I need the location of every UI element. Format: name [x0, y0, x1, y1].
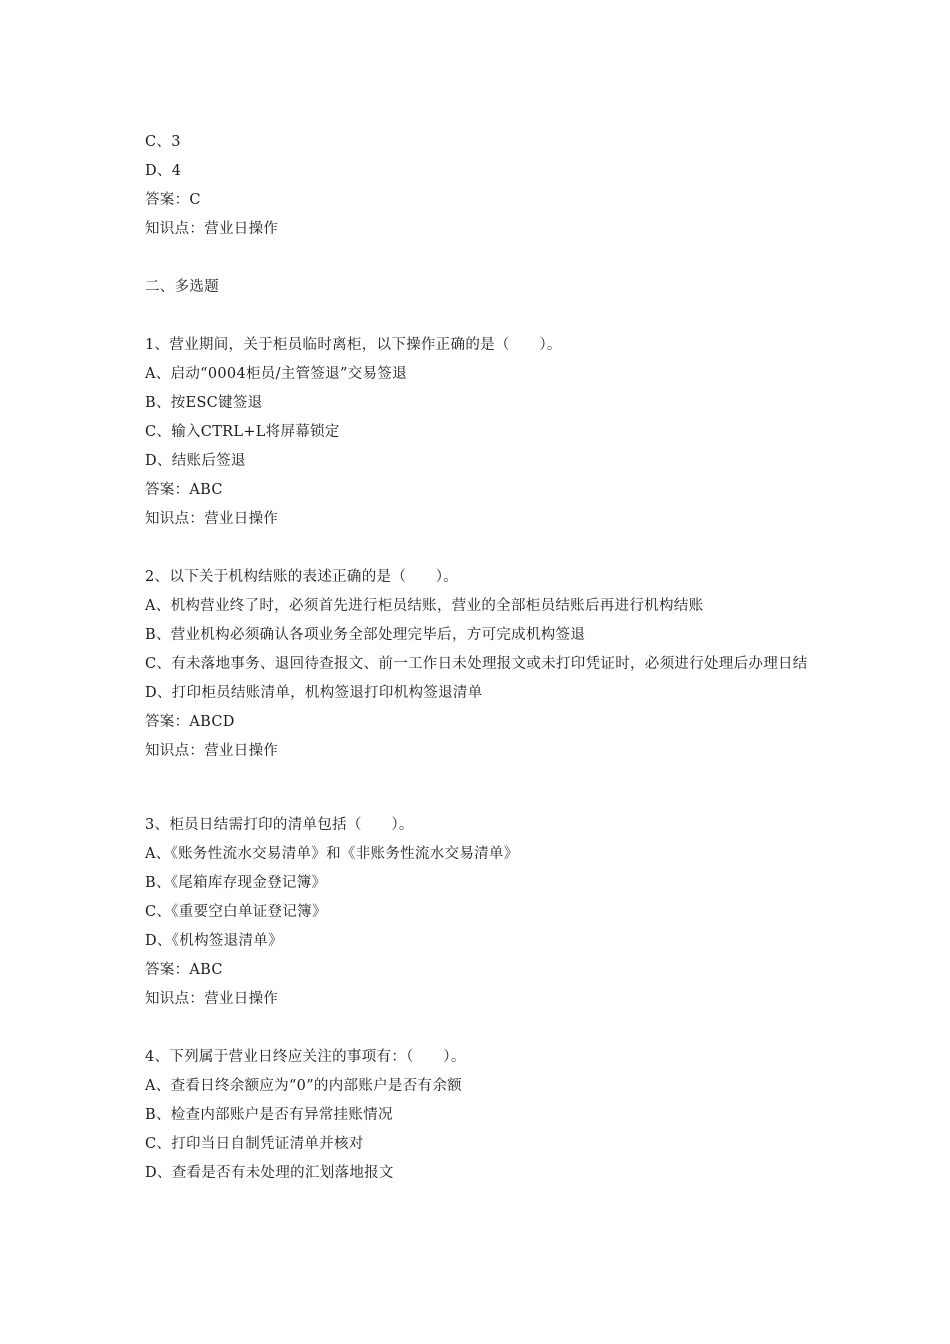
question-option: C、打印当日自制凭证清单并核对 — [145, 1136, 364, 1152]
question-stem: 2、以下关于机构结账的表述正确的是（ ）。 — [145, 569, 459, 585]
answer-line: 答案：C — [145, 192, 201, 208]
section-title: 二、多选题 — [145, 279, 219, 295]
question-option: D、结账后签退 — [145, 453, 246, 469]
question-option: A、机构营业终了时，必须首先进行柜员结账，营业的全部柜员结账后再进行机构结账 — [145, 598, 704, 614]
question-stem: 4、下列属于营业日终应关注的事项有：（ ）。 — [145, 1049, 466, 1065]
question-3 — [145, 811, 825, 1014]
question-option: C、有未落地事务、退回待查报文、前一工作日未处理报文或未打印凭证时，必须进行处理后办理日结 — [145, 656, 808, 672]
question-option: C、《重要空白单证登记簿》 — [145, 904, 327, 920]
question-option: C、输入CTRL+L将屏幕锁定 — [145, 424, 340, 440]
option-d: D、4 — [145, 163, 182, 179]
knowledge-point: 知识点：营业日操作 — [145, 221, 279, 237]
question-option: B、检查内部账户是否有异常挂账情况 — [145, 1107, 393, 1123]
answer-line: 答案：ABC — [145, 962, 223, 978]
question-option: A、《账务性流水交易清单》和《非账务性流水交易清单》 — [145, 846, 519, 862]
question-option: A、启动“0004柜员/主管签退”交易签退 — [145, 366, 407, 382]
question-option: B、营业机构必须确认各项业务全部处理完毕后，方可完成机构签退 — [145, 627, 586, 643]
knowledge-point: 知识点：营业日操作 — [145, 511, 279, 527]
answer-line: 答案：ABC — [145, 482, 223, 498]
question-2 — [145, 563, 825, 766]
question-option: B、《尾箱库存现金登记簿》 — [145, 875, 327, 891]
question-stem: 3、柜员日结需打印的清单包括（ ）。 — [145, 817, 414, 833]
question-option: D、查看是否有未处理的汇划落地报文 — [145, 1165, 394, 1181]
document-body — [145, 128, 825, 1188]
question-stem: 1、营业期间，关于柜员临时离柜，以下操作正确的是（ ）。 — [145, 337, 562, 353]
knowledge-point: 知识点：营业日操作 — [145, 991, 279, 1007]
question-1 — [145, 331, 825, 534]
question-option: B、按ESC键签退 — [145, 395, 263, 411]
question-option: D、打印柜员结账清单，机构签退打印机构签退清单 — [145, 685, 483, 701]
question-option: A、查看日终余额应为“0”的内部账户是否有余额 — [145, 1078, 462, 1094]
option-c: C、3 — [145, 134, 181, 150]
question-4 — [145, 1043, 825, 1188]
question-option: D、《机构签退清单》 — [145, 933, 283, 949]
answer-line: 答案：ABCD — [145, 714, 235, 730]
knowledge-point: 知识点：营业日操作 — [145, 743, 279, 759]
